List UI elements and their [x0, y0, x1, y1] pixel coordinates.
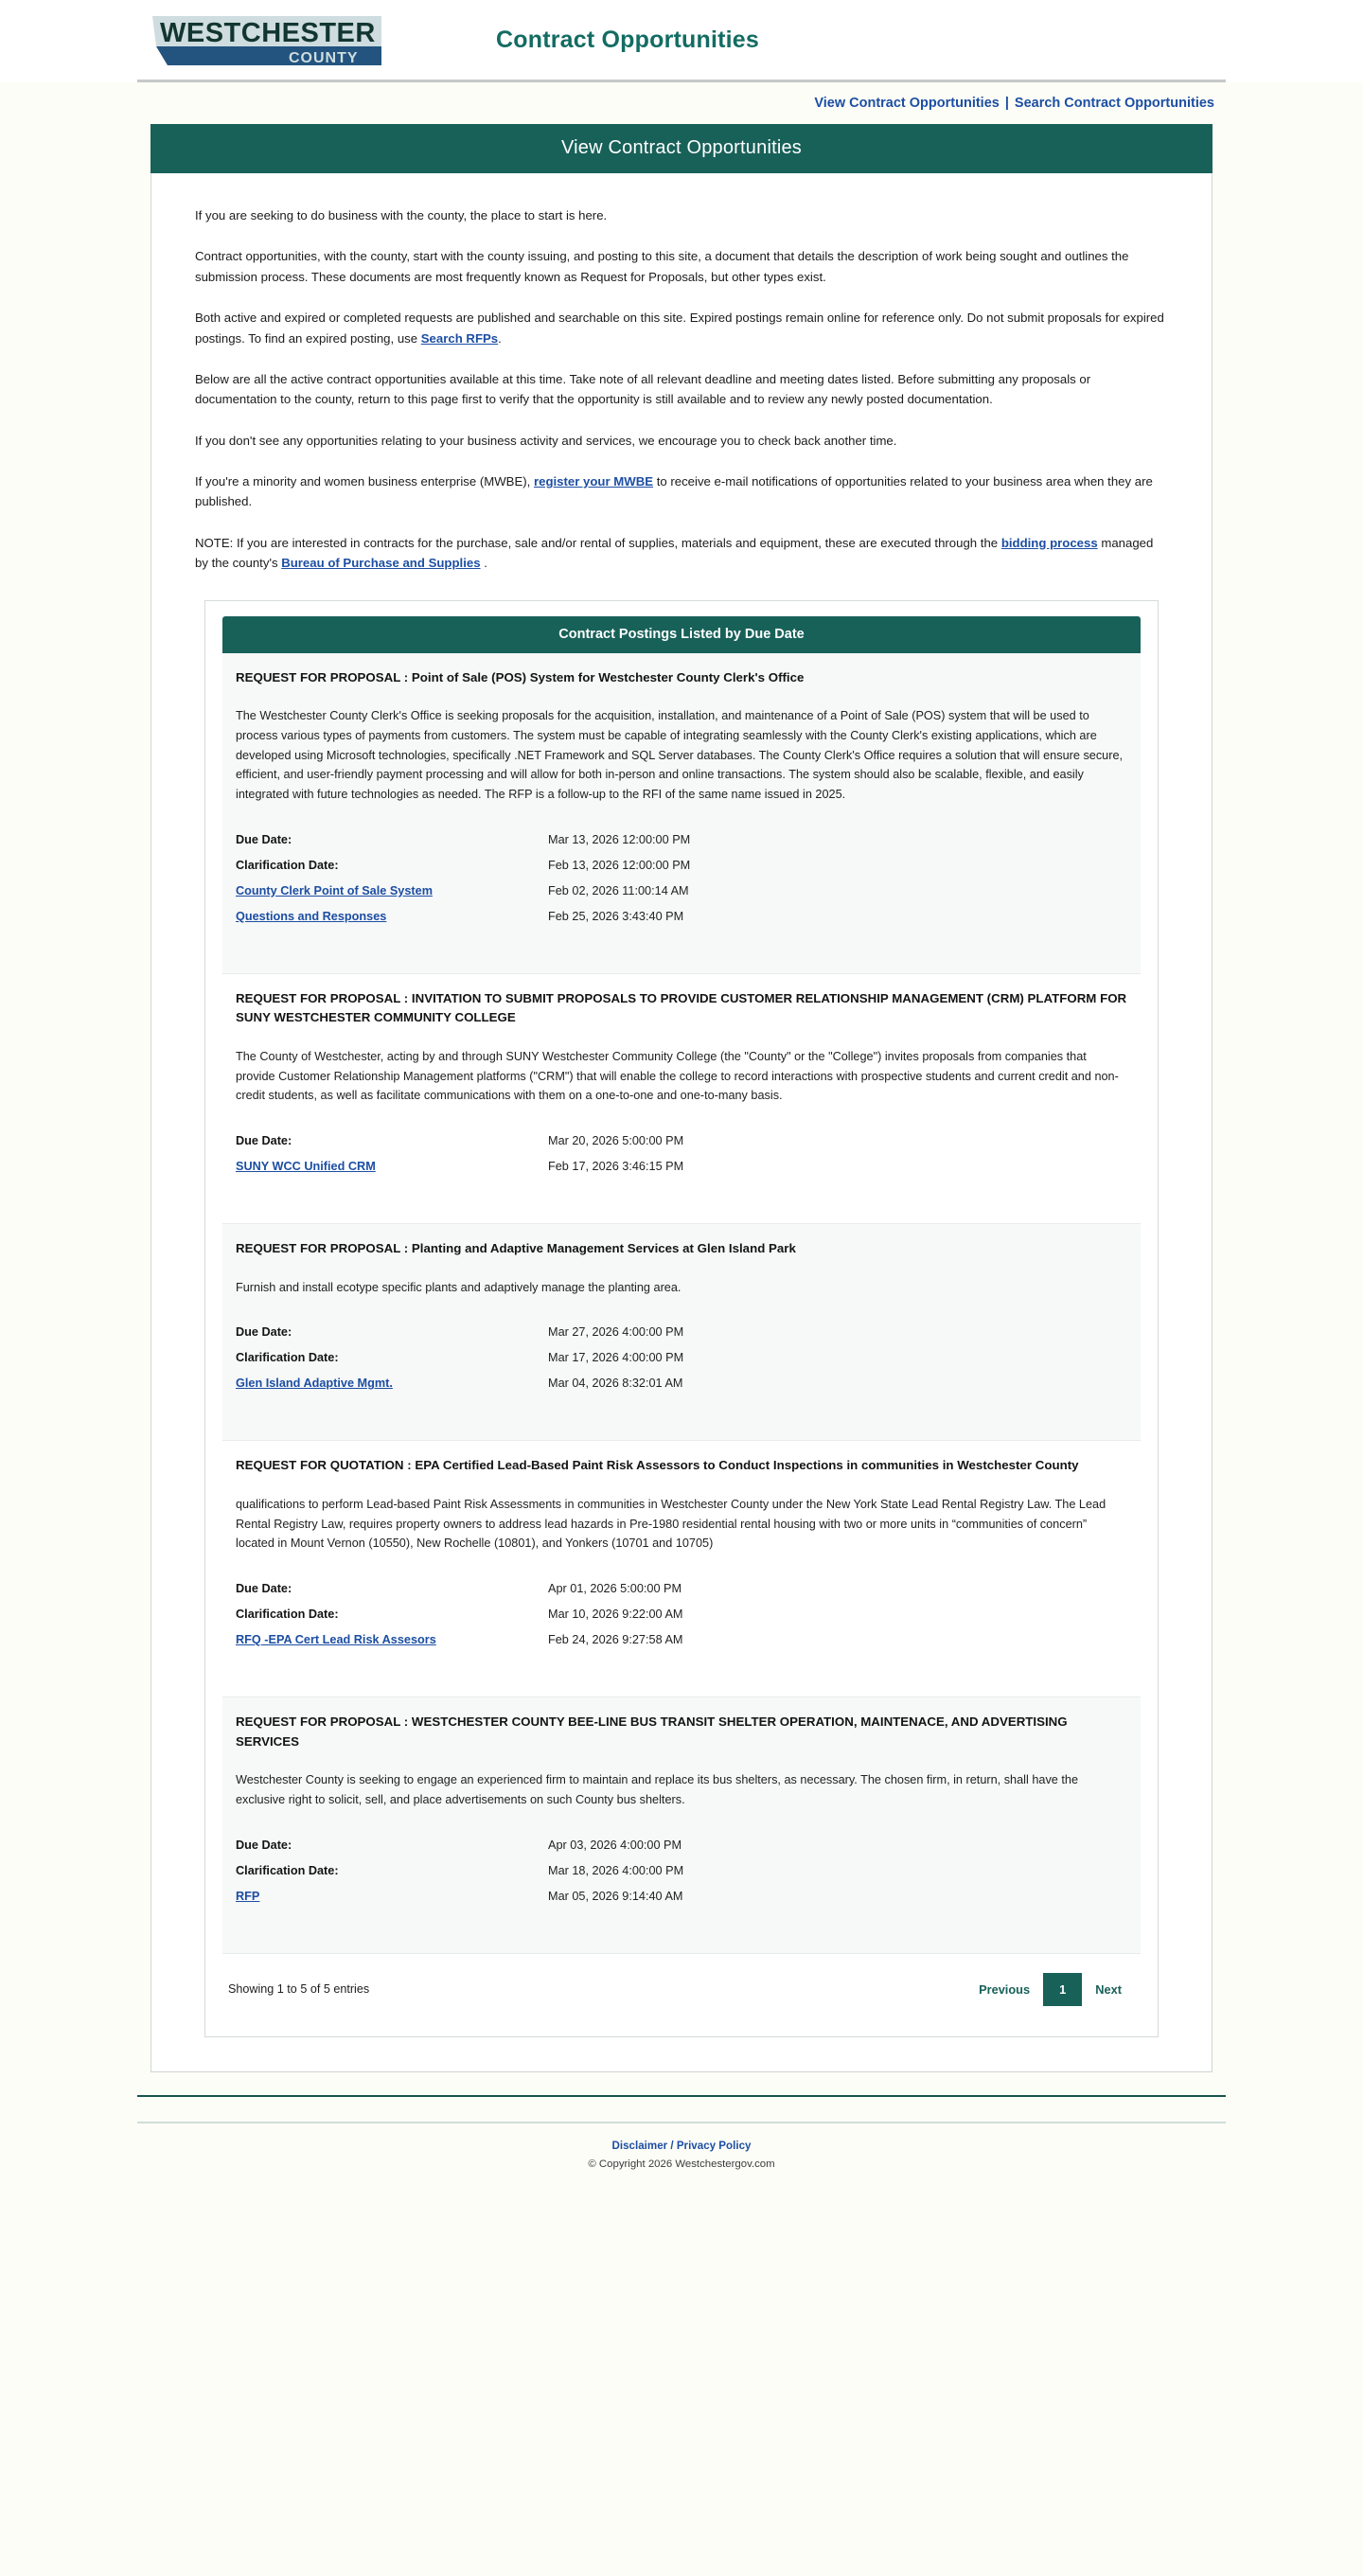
postings-list [222, 653, 1141, 1954]
intro-paragraph-4: Below are all the active contract opportunities available at this time. Take note of all relevant deadline and meeting dates listed. Before submitting any proposals or documentation to the county, return to this page first to verify that the opportunity is still available and to review any newly posted documentation. [195, 371, 1091, 407]
posting-spacer [236, 1910, 1127, 1934]
posting-detail-label: Clarification Date: [236, 1863, 339, 1877]
posting-detail-row [236, 879, 1127, 904]
posting-detail-value: Feb 02, 2026 11:00:14 AM [548, 883, 689, 897]
footer-links [137, 2123, 1226, 2154]
posting-description: The Westchester County Clerk's Office is seeking proposals for the acquisition, installation, and maintenance of a Point of Sale (POS) system that will be used to process various types of payments from customers. The system must be capable of integrating seamlessly with the County Clerk's existing applications, which are developed using Microsoft technologies, specifically .NET Framework and SQL Server databases. The County Clerk's Office requires a solution that will ensure secure, efficient, and user-friendly payment processing and will allow for both in-person and online transactions. The system should also be scalable, flexible, and easily integrated with future technologies as needed. The RFP is a follow-up to the RFI of the same name issued in 2025. [236, 709, 1124, 801]
posting-detail-value: Feb 25, 2026 3:43:40 PM [548, 909, 684, 923]
intro-text [195, 205, 1168, 574]
posting-spacer [236, 1653, 1127, 1678]
posting-document-link[interactable]: RFP [236, 1889, 260, 1903]
posting-detail-rows [236, 1320, 1127, 1396]
intro-p3-before: Both active and expired or completed requests are published and searchable on this site. Expired postings remain online for reference only. Do not submit proposals for expired postings. To find an expired posting, use [195, 311, 1164, 346]
posting-detail-value: Mar 13, 2026 12:00:00 PM [548, 832, 691, 846]
intro-paragraph-5: If you don't see any opportunities relating to your business activity and services, we encourage you to check back another time. [195, 433, 897, 448]
main-panel [150, 173, 1213, 2072]
posting-document-link-cell [236, 1633, 548, 1646]
contract-postings-section [204, 600, 1159, 2037]
posting-document-link-cell [236, 910, 548, 923]
posting-detail-label: Due Date: [236, 1133, 292, 1147]
posting-detail-label: Due Date: [236, 832, 292, 846]
westchester-county-logo[interactable] [147, 10, 381, 69]
posting-detail-label: Clarification Date: [236, 1351, 339, 1365]
site-header [0, 0, 1363, 82]
disclaimer-privacy-link[interactable]: Disclaimer / Privacy Policy [611, 2139, 752, 2152]
bidding-process-link[interactable]: bidding process [1000, 535, 1098, 550]
posting-detail-value: Feb 13, 2026 12:00:00 PM [548, 858, 691, 872]
posting-detail-row [236, 904, 1127, 930]
posting-item [222, 1224, 1141, 1441]
posting-detail-rows [236, 1833, 1127, 1910]
posting-title: REQUEST FOR QUOTATION : EPA Certified Lead-Based Paint Risk Assessors to Conduct Inspections in communities in Westchester County [236, 1458, 1079, 1473]
secondary-nav [137, 82, 1226, 124]
posting-document-link[interactable]: Questions and Responses [236, 909, 387, 923]
posting-detail-label: Due Date: [236, 1838, 292, 1852]
posting-document-link[interactable]: County Clerk Point of Sale System [236, 883, 433, 897]
posting-detail-row [236, 1858, 1127, 1884]
posting-detail-row [236, 1576, 1127, 1602]
bureau-purchase-supplies-link[interactable]: Bureau of Purchase and Supplies [281, 556, 481, 571]
posting-detail-rows [236, 1576, 1127, 1653]
posting-document-link[interactable]: RFQ -EPA Cert Lead Risk Assesors [236, 1632, 436, 1646]
posting-detail-value: Mar 18, 2026 4:00:00 PM [548, 1863, 684, 1877]
postings-table-title: Contract Postings Listed by Due Date [222, 616, 1141, 653]
posting-detail-row [236, 1371, 1127, 1396]
page-title: Contract Opportunities [496, 26, 760, 53]
posting-detail-label: Due Date: [236, 1581, 292, 1595]
posting-detail-value: Mar 04, 2026 8:32:01 AM [548, 1377, 683, 1391]
entries-info: Showing 1 to 5 of 5 entries [228, 1982, 370, 1997]
posting-detail-row [236, 1154, 1127, 1180]
posting-document-link[interactable]: SUNY WCC Unified CRM [236, 1159, 376, 1173]
posting-detail-label: Clarification Date: [236, 1607, 339, 1621]
posting-detail-row [236, 1833, 1127, 1858]
intro-p3-after: . [498, 330, 502, 346]
posting-detail-rows [236, 827, 1127, 930]
posting-detail-value: Mar 05, 2026 9:14:40 AM [548, 1889, 683, 1903]
posting-detail-row [236, 1320, 1127, 1345]
posting-detail-value: Feb 24, 2026 9:27:58 AM [548, 1632, 683, 1646]
posting-spacer [236, 1180, 1127, 1204]
posting-detail-rows [236, 1128, 1127, 1180]
posting-spacer [236, 1396, 1127, 1421]
svg-text:COUNTY: COUNTY [289, 50, 359, 66]
svg-text:WESTCHESTER: WESTCHESTER [160, 18, 376, 48]
posting-item [222, 1441, 1141, 1697]
posting-detail-row [236, 1627, 1127, 1653]
intro-p7-after: . [480, 556, 487, 571]
intro-p7-before: NOTE: If you are interested in contracts for the purchase, sale and/or rental of supplies, materials and equipment, these are executed through the [195, 535, 1001, 550]
intro-paragraph-2: Contract opportunities, with the county, start with the county issuing, and posting to this site, a document that details the description of work being sought and outlines the submission process. These documents are most frequently known as Request for Proposals, but other types exist. [195, 249, 1129, 284]
intro-paragraph-1: If you are seeking to do business with the county, the place to start is here. [195, 208, 608, 222]
posting-detail-value: Apr 03, 2026 4:00:00 PM [548, 1838, 682, 1852]
posting-item [222, 974, 1141, 1224]
posting-detail-label: Clarification Date: [236, 858, 339, 872]
posting-description: Furnish and install ecotype specific plants and adaptively manage the planting area. [236, 1280, 682, 1294]
posting-document-link-cell [236, 1160, 548, 1173]
posting-detail-label: Due Date: [236, 1325, 292, 1340]
posting-detail-value: Apr 01, 2026 5:00:00 PM [548, 1581, 682, 1595]
footer-divider-top [137, 2095, 1226, 2097]
posting-title: REQUEST FOR PROPOSAL : INVITATION TO SUBMIT PROPOSALS TO PROVIDE CUSTOMER RELATIONSHIP MANAGEMENT (CRM) PLATFORM FOR SUNY WESTCHESTER COMMUNITY COLLEGE [236, 990, 1127, 1025]
posting-title: REQUEST FOR PROPOSAL : Point of Sale (POS) System for Westchester County Clerk's Office [236, 669, 805, 684]
register-mwbe-link[interactable]: register your MWBE [533, 474, 654, 489]
posting-detail-row [236, 1602, 1127, 1627]
posting-detail-row [236, 1128, 1127, 1154]
table-footer [222, 1954, 1141, 2019]
posting-description: Westchester County is seeking to engage an experienced firm to maintain and replace its bus shelters, as necessary. The chosen firm, in return, shall have the exclusive right to solicit, sell, and place advertisements on such County bus shelters. [236, 1773, 1079, 1806]
posting-title: REQUEST FOR PROPOSAL : Planting and Adaptive Management Services at Glen Island Park [236, 1240, 796, 1255]
posting-detail-row [236, 1345, 1127, 1371]
intro-paragraph-7 [195, 533, 1168, 574]
posting-detail-value: Feb 17, 2026 3:46:15 PM [548, 1159, 684, 1173]
posting-document-link-cell [236, 1377, 548, 1390]
nav-view-contract-opportunities[interactable]: View Contract Opportunities [814, 96, 1000, 111]
pagination-next[interactable]: Next [1095, 1981, 1122, 1997]
posting-document-link-cell [236, 884, 548, 897]
posting-item [222, 653, 1141, 974]
posting-detail-value: Mar 20, 2026 5:00:00 PM [548, 1133, 684, 1147]
posting-detail-value: Mar 10, 2026 9:22:00 AM [548, 1607, 683, 1621]
intro-p6-after: to receive e-mail notifications of opportunities related to your business area when they are published. [195, 474, 1153, 509]
intro-p6-before: If you're a minority and women business enterprise (MWBE), [195, 474, 534, 489]
pagination-previous[interactable]: Previous [979, 1981, 1031, 1997]
nav-search-contract-opportunities[interactable]: Search Contract Opportunities [1014, 96, 1214, 111]
posting-detail-value: Mar 27, 2026 4:00:00 PM [548, 1325, 684, 1340]
intro-paragraph-3 [195, 308, 1168, 348]
intro-p7-mid: managed by the county's [195, 535, 1154, 571]
page-footer [137, 2095, 1226, 2170]
posting-item [222, 1697, 1141, 1954]
posting-description: qualifications to perform Lead-based Paint Risk Assessments in communities in Westchester County under the New York State Lead Rental Registry Law. The Lead Rental Registry Law, requires property owners to address lead hazards in Pre-1980 residential rental housing with two or more units in “communities of concern” located in Mount Vernon (10550), New Rochelle (10801), and Yonkers (10701 and 10705) [236, 1497, 1106, 1551]
intro-paragraph-6 [195, 471, 1168, 512]
nav-separator: | [1004, 96, 1009, 111]
posting-title: REQUEST FOR PROPOSAL : WESTCHESTER COUNTY BEE-LINE BUS TRANSIT SHELTER OPERATION, MAINTENACE, AND ADVERTISING SERVICES [236, 1714, 1068, 1749]
pagination [965, 1973, 1135, 2006]
posting-detail-row [236, 827, 1127, 853]
search-rfps-link[interactable]: Search RFPs [420, 330, 499, 346]
posting-document-link[interactable]: Glen Island Adaptive Mgmt. [236, 1377, 393, 1391]
panel-heading: View Contract Opportunities [150, 124, 1213, 173]
posting-spacer [236, 930, 1127, 954]
posting-detail-row [236, 1884, 1127, 1910]
footer-copyright: © Copyright 2026 Westchestergov.com [588, 2158, 775, 2170]
pagination-page-1[interactable]: 1 [1043, 1973, 1082, 2006]
posting-document-link-cell [236, 1890, 548, 1903]
posting-detail-row [236, 853, 1127, 879]
posting-detail-value: Mar 17, 2026 4:00:00 PM [548, 1351, 684, 1365]
posting-description: The County of Westchester, acting by and through SUNY Westchester Community College (the "County" or the "College") invites proposals from companies that provide Customer Relationship Management platforms ("CRM") that will enable the college to record interactions with prospective students and current credit and non-credit students, as well as facilitate communications with them on a one-to-one and one-to-many basis. [236, 1049, 1119, 1103]
